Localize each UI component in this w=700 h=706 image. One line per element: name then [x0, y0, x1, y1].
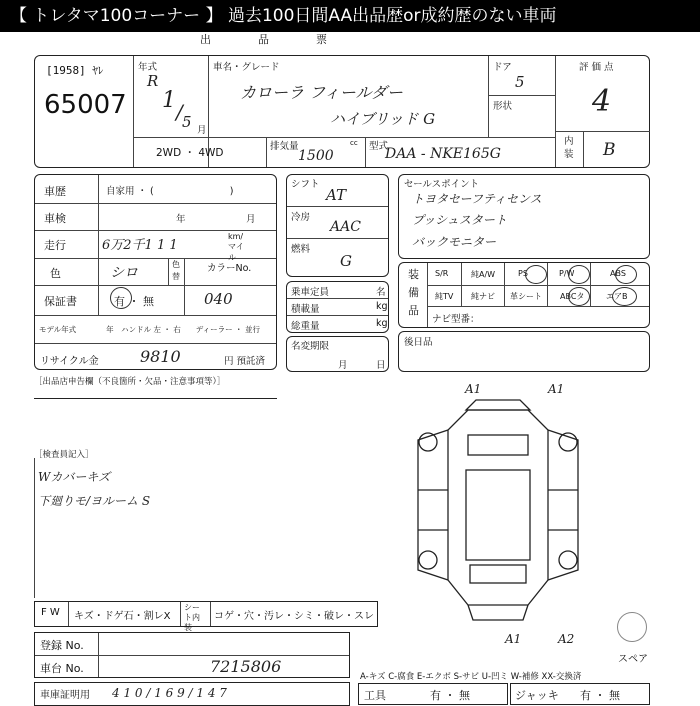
mileage-value: 6万2千1 1 1	[102, 238, 178, 253]
model-name: カローラ フィールダー	[240, 83, 403, 102]
model-code-label: 型式	[369, 141, 389, 152]
capacity-seats-unit: 名	[376, 287, 386, 298]
capacity-seats-label: 乗車定員	[291, 287, 330, 298]
legend-codes: A-キズ C-腐食 E-エクボ S-サビ U-凹ミ W-補修 XX-交換済	[360, 672, 582, 682]
capacity-weight-label: 総重量	[291, 321, 320, 332]
warranty-circle	[110, 287, 132, 309]
interior-label: 内装	[564, 136, 574, 160]
warranty-options: 有 ・ 無	[114, 295, 154, 308]
cert-value: 4 1 0 / 1 6 9 / 1 4 7	[112, 686, 227, 700]
recycle-label: リサイクル金	[40, 356, 99, 367]
spare-label: スペア	[618, 654, 648, 665]
capacity-weight-unit: kg	[376, 318, 388, 329]
car-damage-diagram	[398, 380, 598, 630]
color-change-label: 色替	[172, 260, 180, 281]
equip-abc: ABCタ	[560, 292, 585, 301]
score-value: 4	[592, 84, 612, 119]
year-unit: 月	[197, 125, 207, 136]
seat-legend: コゲ・穴・汚レ・シミ・破レ・スレ	[214, 611, 374, 622]
cert-label: 車庫証明用	[40, 690, 90, 701]
history-value: 自家用 ・ ( )	[106, 186, 234, 197]
damage-mark-front-left: A1	[465, 382, 482, 396]
damage-mark-front-right: A1	[548, 382, 565, 396]
inspection-label: 車検	[44, 212, 66, 225]
equip-check-circle	[615, 265, 637, 284]
model-year-row: モデル年式 年 ハンドル 左 ・ 右 ディーラー ・ 並行	[39, 325, 260, 334]
dealer-notes-box	[34, 385, 277, 399]
spare-tire-circle	[617, 612, 647, 642]
sales-points-label: セールスポイント	[404, 179, 480, 190]
registration-label: 登録 No.	[40, 639, 84, 652]
equip-check-circle	[568, 265, 590, 284]
shift-label: シフト	[291, 179, 320, 190]
equip-ps: PS	[518, 269, 528, 278]
lot-tag: [1958] ﾔﾚ	[46, 64, 104, 77]
displacement-label: 排気量	[270, 141, 299, 152]
equipment-label: 装備品	[408, 268, 419, 317]
seat-label: シート内装	[184, 603, 200, 632]
lot-number: 65007	[44, 90, 127, 120]
jack-label: ジャッキ	[515, 689, 559, 702]
shape-label: 形状	[493, 101, 513, 112]
sales-point-2: プッシュスタート	[412, 213, 507, 227]
chassis-value: 7215806	[210, 657, 282, 676]
history-label: 車歴	[44, 185, 66, 198]
rear-items-label: 後日品	[404, 337, 433, 348]
banner: 【 トレタマ100コーナー 】 過去100日間AA出品歴or成約歴のない車両	[0, 0, 700, 32]
equip-airbag: エアB	[606, 292, 628, 301]
mileage-unit: km/マイル	[228, 232, 244, 262]
inspector-note-1: Wカバーキズ	[38, 470, 111, 484]
recycle-value: 9810	[140, 347, 181, 366]
sales-point-1: トヨタセーフティセンス	[412, 192, 542, 206]
door-value: 5	[515, 73, 525, 91]
drive-type: 2WD ・ 4WD	[156, 147, 224, 159]
damage-mark-rear-left: A1	[505, 632, 522, 646]
capacity-load-unit: kg	[376, 301, 388, 312]
color-label: 色	[50, 267, 61, 280]
navi-model-label: ナビ型番：	[432, 314, 480, 325]
mileage-label: 走行	[44, 239, 66, 252]
score-label: 評価点	[579, 62, 617, 73]
fuel-label: 燃料	[291, 244, 311, 255]
color-no-label: カラーNo.	[207, 263, 252, 274]
recycle-unit: 円 預託済	[224, 356, 266, 367]
name-change-month: 月	[338, 360, 348, 371]
equip-check-circle	[568, 287, 590, 306]
shift-value: AT	[326, 186, 347, 204]
year-slash: /	[176, 100, 183, 124]
year-era: R	[147, 72, 159, 90]
year-day: 5	[182, 113, 192, 131]
door-label: ドア	[493, 62, 512, 73]
name-change-day: 日	[376, 360, 386, 371]
model-code-value: DAA - NKE165G	[385, 146, 501, 162]
equip-check-circle	[612, 287, 637, 306]
inspector-notes-label: ［検査員記入］	[34, 450, 94, 460]
damage-mark-rear-right: A2	[558, 632, 575, 646]
warranty-label: 保証書	[44, 295, 77, 308]
chassis-label: 車台 No.	[40, 662, 84, 675]
interior-value: B	[603, 140, 616, 160]
aircon-value: AAC	[330, 219, 361, 235]
equip-pw: P/W	[559, 269, 575, 278]
color-no-value: 040	[204, 290, 233, 308]
model-grade: ハイブリッド G	[330, 110, 436, 128]
equip-navi: 純ナビ	[471, 292, 495, 301]
displacement-value: 1500	[298, 148, 334, 164]
inspection-year: 年	[176, 214, 186, 225]
equip-tv: 純TV	[435, 292, 454, 301]
model-label: 車名・グレード	[213, 62, 280, 73]
displacement-unit: cc	[350, 139, 358, 147]
fw-label: F W	[41, 607, 60, 618]
year-label: 年式	[138, 62, 158, 73]
header-title: 出 品 票	[200, 33, 345, 46]
color-value: シロ	[110, 265, 138, 281]
fuel-value: G	[340, 252, 352, 270]
jack-options: 有 ・ 無	[580, 689, 620, 702]
equip-sr: S/R	[435, 269, 449, 278]
tools-options: 有 ・ 無	[430, 689, 470, 702]
capacity-load-label: 積載量	[291, 304, 320, 315]
equip-leather: 革シート	[510, 292, 542, 301]
aircon-label: 冷房	[291, 212, 311, 223]
equip-aw: 純A/W	[471, 270, 496, 279]
name-change-label: 名変期限	[291, 341, 330, 352]
rear-items-box	[398, 331, 650, 372]
inspection-month: 月	[246, 214, 256, 225]
sales-point-3: バックモニター	[412, 235, 497, 249]
equip-abs: ABS	[610, 269, 626, 278]
equip-check-circle	[525, 265, 547, 284]
dealer-notes-label: ［出品店申告欄（不良箇所・欠品・注意事項等）］	[34, 377, 226, 387]
tools-label: 工具	[364, 689, 386, 702]
year-month: 1	[162, 88, 176, 113]
fw-legend: キズ・ドゲ石・割レX	[74, 611, 171, 622]
inspector-note-2: 下廻りモ/ヨルーム S	[38, 494, 151, 508]
